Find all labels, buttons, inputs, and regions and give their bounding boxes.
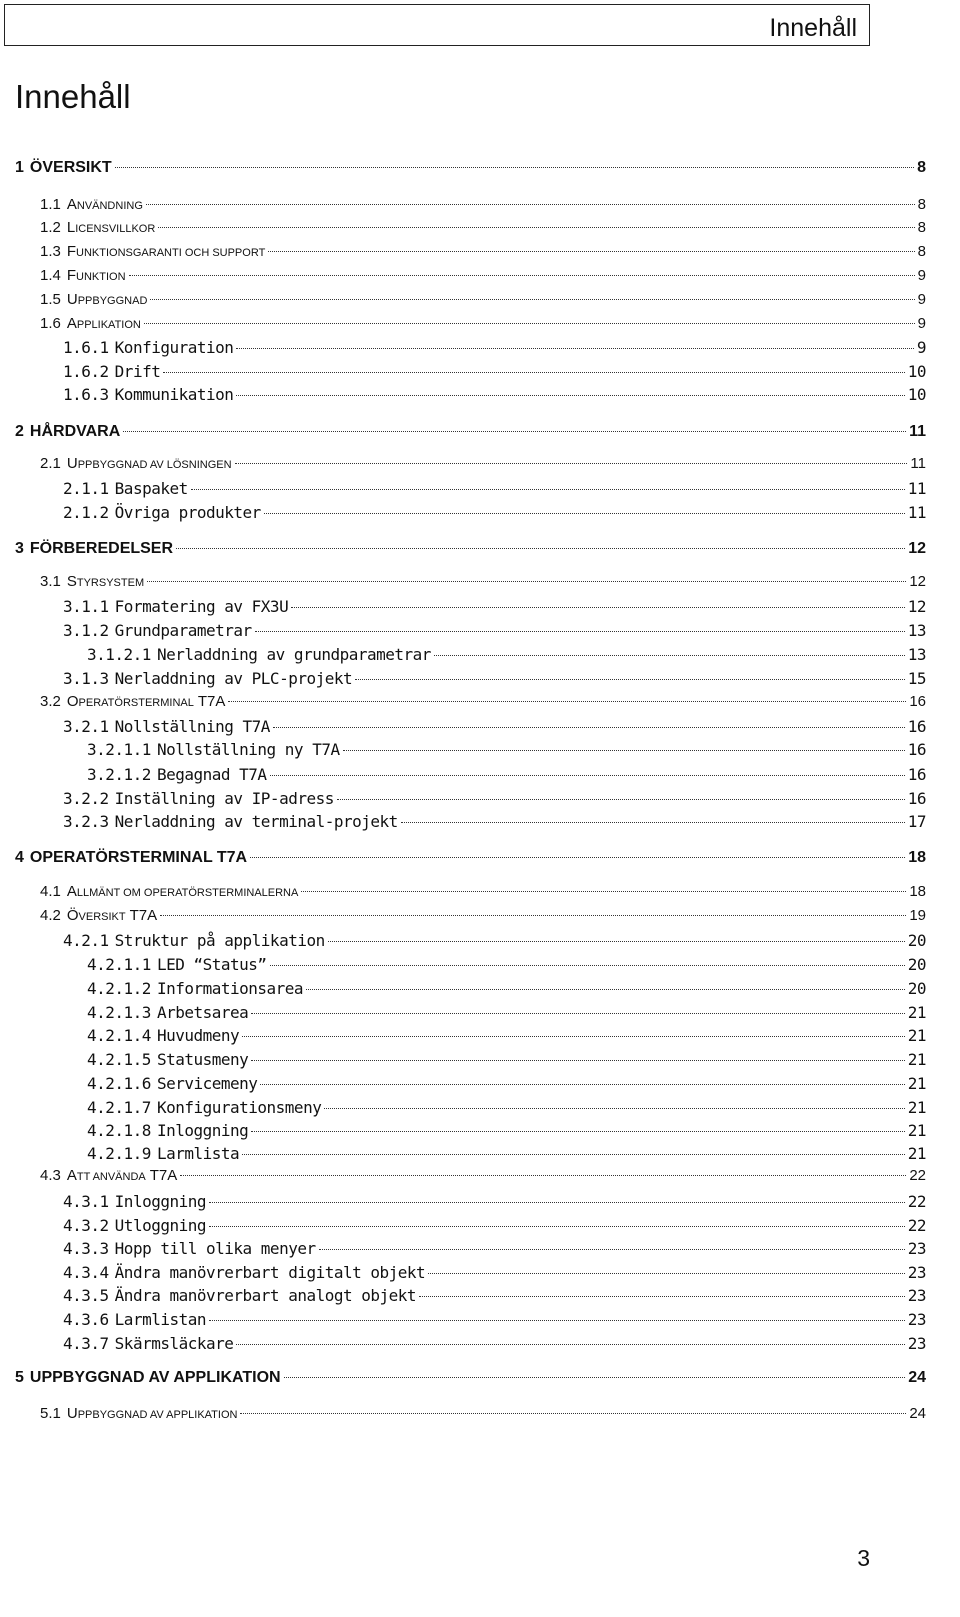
- toc-entry-page: 23: [907, 1310, 926, 1329]
- toc-dot-leader: [228, 701, 906, 702]
- toc-entry-title-rest: PPLIKATION: [76, 319, 141, 331]
- toc-entry-title-initial: U: [66, 291, 78, 308]
- toc-dot-leader: [146, 204, 915, 205]
- toc-dot-leader: [306, 989, 905, 990]
- toc-entry-title-rest: LLMÄNT OM OPERATÖRSTERMINALERNA: [76, 887, 299, 899]
- toc-entry-number: 3.2.1.1: [87, 740, 151, 759]
- toc-entry-4[interactable]: [15, 849, 926, 867]
- toc-entry-4-3-6[interactable]: [63, 1310, 926, 1329]
- toc-entry-number: 3.1.3: [63, 669, 109, 688]
- toc-entry-title-rest: PPBYGGNAD: [77, 295, 148, 307]
- toc-dot-leader: [428, 1273, 905, 1274]
- toc-entry-page: 12: [908, 540, 926, 557]
- toc-entry-4-1[interactable]: [40, 883, 926, 900]
- toc-entry-4-2[interactable]: [40, 907, 926, 924]
- toc-entry-4-2-1-3[interactable]: [87, 1003, 926, 1022]
- toc-dot-leader: [144, 323, 915, 324]
- toc-entry-page: 22: [909, 1167, 926, 1184]
- toc-entry-number: 3.1.2: [63, 621, 109, 640]
- toc-entry-page: 21: [907, 1003, 926, 1022]
- toc-dot-leader: [264, 513, 905, 514]
- toc-entry-number: 4.3.3: [63, 1239, 109, 1258]
- toc-dot-leader: [301, 891, 906, 892]
- toc-entry-page: 20: [907, 955, 926, 974]
- toc-entry-page: 9: [917, 291, 926, 308]
- page-number: 3: [857, 1545, 870, 1571]
- toc-entry-number: 3.2: [40, 693, 61, 710]
- toc-dot-leader: [242, 1154, 905, 1155]
- toc-entry-4-3-2[interactable]: [63, 1216, 926, 1235]
- toc-dot-leader: [209, 1226, 905, 1227]
- toc-entry-number: 4.2.1.3: [87, 1003, 151, 1022]
- toc-dot-leader: [240, 1413, 906, 1414]
- toc-dot-leader: [158, 227, 914, 228]
- toc-dot-leader: [129, 275, 915, 276]
- toc-entry-title: Övriga produkter: [114, 503, 261, 522]
- toc-entry-title: [67, 267, 126, 284]
- toc-entry-2-1-1[interactable]: [63, 479, 926, 498]
- toc-entry-1-6[interactable]: [40, 315, 926, 332]
- toc-entry-page: 24: [909, 1405, 926, 1422]
- toc-entry-3-2-1-2[interactable]: [87, 765, 926, 784]
- toc-entry-4-3[interactable]: [40, 1167, 926, 1184]
- toc-entry-3-2-3[interactable]: [63, 812, 926, 831]
- toc-entry-title: Utloggning: [114, 1216, 206, 1235]
- toc-entry-page: 21: [907, 1074, 926, 1093]
- toc-entry-title-rest: VERSIKT: [78, 911, 126, 923]
- toc-entry-page: 8: [917, 159, 926, 176]
- toc-entry-page: 9: [917, 267, 926, 284]
- toc-entry-title: Ändra manövrerbart analogt objekt: [114, 1286, 417, 1305]
- toc-entry-page: 9: [916, 338, 926, 357]
- toc-entry-number: 3.1: [40, 573, 61, 590]
- toc-entry-title: Nollställning ny T7A: [156, 740, 340, 759]
- toc-entry-title: Baspaket: [114, 479, 188, 498]
- toc-dot-leader: [115, 167, 914, 168]
- toc-dot-leader: [236, 348, 913, 349]
- toc-entry-page: 11: [909, 423, 926, 440]
- toc-entry-number: 3.2.1: [63, 717, 109, 736]
- toc-entry-title-initial: O: [66, 693, 79, 710]
- toc-entry-4-2-1[interactable]: [63, 931, 926, 950]
- toc-dot-leader: [250, 857, 905, 858]
- toc-entry-number: 4.3: [40, 1167, 61, 1184]
- toc-entry-title: Drift: [114, 362, 161, 381]
- toc-entry-title-initial: L: [66, 219, 76, 236]
- toc-entry-number: 4.3.2: [63, 1216, 109, 1235]
- toc-entry-title: Nollställning T7A: [114, 717, 270, 736]
- toc-entry-title-initial: A: [66, 315, 77, 332]
- toc-entry-title: Servicemeny: [156, 1074, 258, 1093]
- toc-entry-number: 4.3.6: [63, 1310, 109, 1329]
- toc-entry-4-2-1-4[interactable]: [87, 1026, 926, 1045]
- toc-entry-page: 16: [907, 717, 926, 736]
- toc-entry-title-rest: PPBYGGNAD AV APPLIKATION: [77, 1409, 238, 1421]
- toc-dot-leader: [123, 431, 906, 432]
- toc-entry-number: 4.3.5: [63, 1286, 109, 1305]
- toc-entry-number: 3.2.2: [63, 789, 109, 808]
- toc-entry-page: 16: [907, 765, 926, 784]
- toc-entry-title: Struktur på applikation: [114, 931, 325, 950]
- toc-entry-title: [67, 291, 148, 308]
- toc-entry-title-initial: U: [66, 1405, 78, 1422]
- toc-entry-number: 4.2.1.1: [87, 955, 151, 974]
- toc-entry-number: 4.2: [40, 907, 61, 924]
- toc-entry-page: 13: [907, 645, 926, 664]
- toc-entry-title: Larmlistan: [114, 1310, 206, 1329]
- toc-entry-title: Begagnad T7A: [156, 765, 267, 784]
- toc-entry-title: [67, 315, 141, 332]
- toc-dot-leader: [209, 1202, 905, 1203]
- toc-dot-leader: [180, 1175, 906, 1176]
- toc-entry-title-initial: S: [66, 573, 77, 590]
- toc-entry-page: 8: [917, 219, 926, 236]
- toc-entry-number: 5.1: [40, 1405, 61, 1422]
- toc-entry-number: 4.2.1.8: [87, 1121, 151, 1140]
- toc-entry-title: [67, 693, 226, 710]
- toc-entry-title-initial: Ö: [66, 907, 79, 924]
- toc-entry-number: 3.2.1.2: [87, 765, 151, 784]
- toc-entry-number: 2: [15, 423, 24, 440]
- toc-entry-number: 2.1.2: [63, 503, 109, 522]
- toc-entry-1-4[interactable]: [40, 267, 926, 284]
- toc-entry-2-1[interactable]: [40, 455, 926, 472]
- toc-entry-number: 1.4: [40, 267, 61, 284]
- toc-entry-number: 4.1: [40, 883, 61, 900]
- toc-entry-page: 16: [907, 789, 926, 808]
- running-header: [4, 4, 870, 46]
- toc-entry-title-tail: T7A: [149, 1167, 178, 1184]
- toc-entry-1[interactable]: [15, 159, 926, 177]
- toc-dot-leader: [242, 1036, 905, 1037]
- toc-entry-title: Grundparametrar: [114, 621, 252, 640]
- toc-entry-4-3-5[interactable]: [63, 1286, 926, 1305]
- page-title: Innehåll: [15, 78, 131, 115]
- toc-entry-title-tail: T7A: [129, 907, 158, 924]
- toc-entry-3-2[interactable]: [40, 693, 926, 710]
- toc-entry-page: 15: [907, 669, 926, 688]
- toc-entry-number: 1.3: [40, 243, 61, 260]
- toc-entry-page: 10: [907, 385, 926, 404]
- toc-entry-title: Konfigurationsmeny: [156, 1098, 322, 1117]
- toc-entry-title: Nerladdning av grundparametrar: [156, 645, 431, 664]
- toc-dot-leader: [401, 822, 905, 823]
- toc-entry-title: Inställning av IP-adress: [114, 789, 334, 808]
- toc-entry-page: 13: [907, 621, 926, 640]
- toc-entry-page: 16: [907, 740, 926, 759]
- toc-dot-leader: [235, 463, 908, 464]
- toc-entry-4-2-1-6[interactable]: [87, 1074, 926, 1093]
- toc-entry-title: Konfiguration: [114, 338, 234, 357]
- toc-entry-title-rest: ICENSVILLKOR: [75, 223, 156, 235]
- toc-entry-title: Nerladdning av PLC-projekt: [114, 669, 353, 688]
- toc-entry-title: Huvudmeny: [156, 1026, 240, 1045]
- toc-entry-title: [67, 219, 155, 236]
- toc-entry-title-rest: PPBYGGNAD AV LÖSNINGEN: [77, 459, 232, 471]
- toc-entry-page: 23: [907, 1334, 926, 1353]
- toc-entry-4-2-1-8[interactable]: [87, 1121, 926, 1140]
- toc-entry-title-rest: NVÄNDNING: [76, 200, 143, 212]
- toc-entry-title-initial: A: [66, 196, 77, 213]
- toc-entry-page: 18: [909, 883, 926, 900]
- toc-entry-number: 1.6.3: [63, 385, 109, 404]
- toc-entry-5[interactable]: [15, 1369, 926, 1387]
- toc-entry-4-3-3[interactable]: [63, 1239, 926, 1258]
- toc-entry-title: Ändra manövrerbart digitalt objekt: [114, 1263, 426, 1282]
- toc-dot-leader: [163, 372, 904, 373]
- toc-entry-number: 5: [15, 1369, 24, 1386]
- toc-entry-number: 1: [15, 159, 24, 176]
- toc-entry-title: [67, 883, 298, 900]
- toc-entry-title-tail: T7A: [197, 693, 226, 710]
- toc-entry-title: HÅRDVARA: [29, 423, 121, 440]
- toc-entry-title: Larmlista: [156, 1144, 240, 1163]
- toc-entry-title: Informationsarea: [156, 979, 304, 998]
- toc-entry-number: 4.2.1: [63, 931, 109, 950]
- toc-entry-title: [67, 196, 143, 213]
- toc-entry-number: 4.2.1.4: [87, 1026, 151, 1045]
- toc-dot-leader: [251, 1060, 904, 1061]
- toc-entry-page: 10: [907, 362, 926, 381]
- toc-entry-title: Arbetsarea: [156, 1003, 249, 1022]
- toc-entry-page: 12: [907, 597, 926, 616]
- toc-entry-page: 20: [907, 931, 926, 950]
- toc-entry-number: 4.2.1.6: [87, 1074, 151, 1093]
- toc-entry-page: 9: [917, 315, 926, 332]
- toc-entry-number: 4.3.4: [63, 1263, 109, 1282]
- toc-entry-1-3[interactable]: [40, 243, 926, 260]
- toc-entry-3-2-1-1[interactable]: [87, 740, 926, 759]
- toc-entry-page: 11: [910, 455, 926, 472]
- toc-entry-title: Skärmsläckare: [114, 1334, 234, 1353]
- toc-entry-title-rest: UNKTION: [76, 271, 126, 283]
- toc-entry-title: FÖRBEREDELSER: [29, 540, 174, 557]
- toc-entry-number: 1.6.2: [63, 362, 109, 381]
- running-header-label: Innehåll: [769, 14, 857, 42]
- toc-entry-title: Nerladdning av terminal-projekt: [114, 812, 398, 831]
- toc-entry-1-6-1[interactable]: [63, 338, 926, 357]
- toc-entry-number: 1.6: [40, 315, 61, 332]
- toc-entry-page: 23: [907, 1239, 926, 1258]
- toc-dot-leader: [284, 1377, 906, 1378]
- toc-entry-number: 2.1: [40, 455, 61, 472]
- toc-entry-number: 1.6.1: [63, 338, 109, 357]
- toc-entry-page: 12: [909, 573, 926, 590]
- toc-dot-leader: [419, 1296, 905, 1297]
- toc-entry-3[interactable]: [15, 540, 926, 558]
- toc-entry-4-2-1-2[interactable]: [87, 979, 926, 998]
- toc-dot-leader: [324, 1108, 904, 1109]
- toc-entry-number: 3.1.1: [63, 597, 109, 616]
- toc-entry-number: 4.3.7: [63, 1334, 109, 1353]
- toc-entry-5-1[interactable]: [40, 1405, 926, 1422]
- toc-entry-title: [67, 907, 157, 924]
- toc-entry-2[interactable]: [15, 423, 926, 441]
- toc-entry-number: 4.2.1.2: [87, 979, 151, 998]
- toc-entry-2-1-2[interactable]: [63, 503, 926, 522]
- toc-dot-leader: [273, 727, 905, 728]
- toc-entry-number: 3.2.3: [63, 812, 109, 831]
- toc-entry-number: 3.1.2.1: [87, 645, 151, 664]
- toc-entry-page: 24: [908, 1369, 926, 1386]
- toc-entry-number: 1.1: [40, 196, 61, 213]
- toc-entry-1-6-2[interactable]: [63, 362, 926, 381]
- toc-dot-leader: [337, 799, 905, 800]
- toc-entry-title: Formatering av FX3U: [114, 597, 289, 616]
- toc-dot-leader: [328, 941, 905, 942]
- toc-entry-3-1-2[interactable]: [63, 621, 926, 640]
- toc-dot-leader: [160, 915, 906, 916]
- toc-entry-page: 21: [907, 1050, 926, 1069]
- toc-dot-leader: [291, 607, 905, 608]
- toc-entry-number: 4.3.1: [63, 1192, 109, 1211]
- toc-entry-number: 4.2.1.7: [87, 1098, 151, 1117]
- toc-dot-leader: [150, 299, 914, 300]
- toc-entry-title: Hopp till olika menyer: [114, 1239, 316, 1258]
- toc-entry-page: 22: [907, 1192, 926, 1211]
- toc-entry-title-rest: PERATÖRSTERMINAL: [78, 697, 194, 709]
- toc-entry-title: ÖVERSIKT: [29, 159, 112, 176]
- toc-entry-title: OPERATÖRSTERMINAL T7A: [29, 849, 248, 866]
- toc-entry-title-rest: TT ANVÄNDA: [76, 1171, 146, 1183]
- toc-entry-page: 23: [907, 1286, 926, 1305]
- toc-entry-title: LED “Status”: [156, 955, 267, 974]
- toc-entry-number: 3: [15, 540, 24, 557]
- toc-entry-title: [67, 1405, 238, 1422]
- toc-entry-1-1[interactable]: [40, 196, 926, 213]
- toc-entry-1-6-3[interactable]: [63, 385, 926, 404]
- toc-dot-leader: [236, 395, 904, 396]
- toc-entry-page: 17: [907, 812, 926, 831]
- toc-dot-leader: [251, 1013, 904, 1014]
- toc-entry-title-initial: A: [66, 883, 77, 900]
- toc-entry-title: Inloggning: [114, 1192, 206, 1211]
- toc-entry-page: 18: [908, 849, 926, 866]
- toc-entry-4-2-1-9[interactable]: [87, 1144, 926, 1163]
- toc-entry-number: 4.2.1.9: [87, 1144, 151, 1163]
- toc-entry-title-initial: U: [66, 455, 78, 472]
- toc-entry-1-2[interactable]: [40, 219, 926, 236]
- toc-entry-page: 19: [909, 907, 926, 924]
- toc-entry-title: UPPBYGGNAD AV APPLIKATION: [29, 1369, 281, 1386]
- toc-entry-page: 21: [907, 1026, 926, 1045]
- toc-entry-4-2-1-5[interactable]: [87, 1050, 926, 1069]
- toc-entry-title: [67, 455, 232, 472]
- toc-dot-leader: [270, 965, 905, 966]
- toc-entry-1-5[interactable]: [40, 291, 926, 308]
- toc-entry-title: [67, 1167, 177, 1184]
- toc-entry-page: 16: [909, 693, 926, 710]
- toc-entry-4-3-1[interactable]: [63, 1192, 926, 1211]
- toc-entry-4-3-4[interactable]: [63, 1263, 926, 1282]
- toc-dot-leader: [236, 1344, 904, 1345]
- toc-entry-number: 1.2: [40, 219, 61, 236]
- toc-dot-leader: [209, 1320, 905, 1321]
- toc-entry-page: 20: [907, 979, 926, 998]
- toc-entry-title: [67, 243, 265, 260]
- toc-dot-leader: [434, 655, 905, 656]
- toc-entry-4-2-1-7[interactable]: [87, 1098, 926, 1117]
- toc-dot-leader: [343, 750, 905, 751]
- toc-entry-title-initial: A: [66, 1167, 77, 1184]
- toc-entry-title-initial: F: [66, 267, 77, 284]
- toc-entry-title-rest: UNKTIONSGARANTI OCH SUPPORT: [76, 247, 266, 259]
- toc-entry-title: [67, 573, 144, 590]
- toc-dot-leader: [255, 631, 905, 632]
- toc-entry-number: 2.1.1: [63, 479, 109, 498]
- toc-dot-leader: [355, 679, 905, 680]
- toc-entry-4-3-7[interactable]: [63, 1334, 926, 1353]
- toc-dot-leader: [319, 1249, 905, 1250]
- toc-dot-leader: [147, 581, 906, 582]
- toc-entry-3-1[interactable]: [40, 573, 926, 590]
- toc-entry-page: 21: [907, 1098, 926, 1117]
- toc-entry-page: 22: [907, 1216, 926, 1235]
- toc-dot-leader: [268, 251, 914, 252]
- toc-entry-page: 21: [907, 1144, 926, 1163]
- toc-entry-page: 11: [907, 479, 926, 498]
- toc-dot-leader: [270, 775, 905, 776]
- toc-entry-page: 21: [907, 1121, 926, 1140]
- toc-entry-number: 4.2.1.5: [87, 1050, 151, 1069]
- toc-entry-3-2-2[interactable]: [63, 789, 926, 808]
- toc-dot-leader: [260, 1084, 904, 1085]
- toc-entry-title-initial: F: [66, 243, 77, 260]
- toc-entry-4-2-1-1[interactable]: [87, 955, 926, 974]
- toc-entry-page: 11: [907, 503, 926, 522]
- toc-entry-number: 4: [15, 849, 24, 866]
- toc-entry-3-1-1[interactable]: [63, 597, 926, 616]
- toc-entry-title-rest: TYRSYSTEM: [76, 577, 145, 589]
- toc-entry-3-2-1[interactable]: [63, 717, 926, 736]
- toc-entry-number: 1.5: [40, 291, 61, 308]
- toc-entry-title: Inloggning: [156, 1121, 249, 1140]
- toc-entry-page: 23: [907, 1263, 926, 1282]
- toc-dot-leader: [191, 489, 905, 490]
- toc-entry-page: 8: [917, 196, 926, 213]
- toc-entry-3-1-3[interactable]: [63, 669, 926, 688]
- toc-entry-title: Statusmeny: [156, 1050, 249, 1069]
- toc-entry-title: Kommunikation: [114, 385, 234, 404]
- toc-entry-page: 8: [917, 243, 926, 260]
- toc-entry-3-1-2-1[interactable]: [87, 645, 926, 664]
- toc-dot-leader: [176, 548, 905, 549]
- toc-dot-leader: [251, 1131, 904, 1132]
